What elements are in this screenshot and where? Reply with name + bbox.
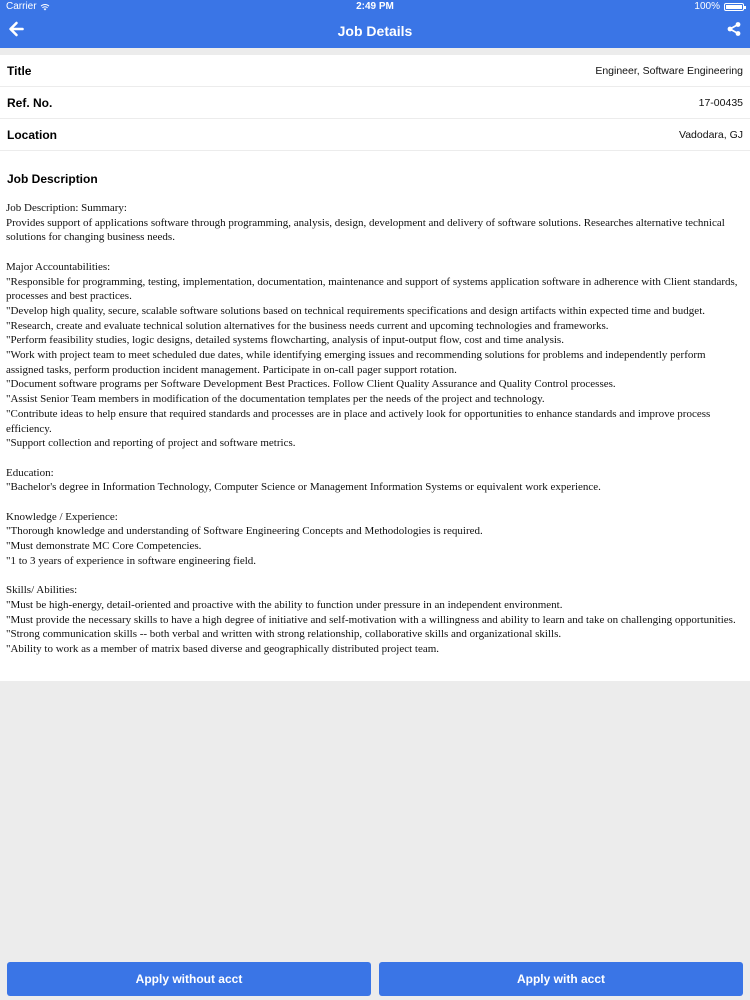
description-line: "Bachelor's degree in Information Technology, Computer Science or Management Information Systems or equivalent work experience. (6, 481, 601, 494)
description-line: "Must demonstrate MC Core Competencies. (6, 540, 202, 553)
description-line: "Responsible for programming, testing, implementation, documentation, maintenance and support of systems application software in adherence with Client standards, processes and best practices. (6, 275, 738, 303)
description-line: "Document software programs per Software Development Best Practices. Follow Client Quality Assurance and Quality Control processes. (6, 378, 616, 391)
job-description-heading: Job Description (7, 172, 98, 186)
detail-value: Vadodara, GJ (678, 129, 743, 141)
header (0, 0, 750, 48)
description-line: "Must provide the necessary skills to have a high degree of initiative and self-motivation with a willingness and ability to learn and take on challenging opportunities. (6, 613, 736, 626)
description-line: "1 to 3 years of experience in software engineering field. (6, 554, 257, 567)
description-line: "Assist Senior Team members in modification of the documentation templates per the needs of the project and technology. (6, 393, 545, 406)
status-time: 2:49 PM (356, 1, 394, 12)
page-title: Job Details (337, 23, 413, 39)
apply-without-account-button[interactable]: Apply without acct (7, 962, 371, 996)
paragraph-gap (6, 495, 741, 510)
description-line: Job Description: Summary: (6, 202, 127, 214)
paragraph-gap (6, 451, 741, 466)
description-line: "Must be high-energy, detail-oriented and proactive with the ability to function under pressure in an independent environment. (6, 598, 563, 611)
apply-with-account-button[interactable]: Apply with acct (379, 962, 743, 996)
carrier-label: Carrier (6, 1, 37, 12)
description-line: Provides support of applications software through programming, analysis, design, development and delivery of software solutions. Researches alternative technical solutions for changing business needs. (6, 216, 725, 244)
job-details-card (0, 55, 750, 681)
description-line: Skills/ Abilities: (6, 584, 78, 597)
status-bar (0, 0, 750, 14)
bottom-action-bar (0, 962, 750, 998)
detail-row-title (0, 55, 750, 87)
description-line: "Ability to work as a member of matrix based diverse and geographically distributed project team. (6, 643, 440, 656)
battery-percent: 100% (694, 1, 720, 12)
description-line: "Support collection and reporting of project and software metrics. (6, 437, 296, 450)
description-line: Knowledge / Experience: (6, 510, 118, 523)
detail-label: Title (7, 64, 32, 78)
paragraph-gap (6, 245, 741, 260)
detail-row-ref-no (0, 87, 750, 119)
detail-row-location (0, 119, 750, 151)
description-line: Major Accountabilities: (6, 260, 111, 273)
nav-bar (0, 14, 750, 48)
paragraph-gap (6, 569, 741, 584)
description-line: "Contribute ideas to help ensure that required standards and processes are in place and actively look for opportunities to enhance standards and improve process efficiency. (6, 407, 711, 435)
share-icon (726, 21, 742, 42)
description-line: "Perform feasibility studies, logic designs, detailed systems flowcharting, analysis of input-output flow, cost and time analysis. (6, 334, 564, 347)
job-description-body (6, 201, 741, 657)
detail-label: Location (7, 128, 57, 142)
detail-value: Engineer, Software Engineering (595, 65, 743, 77)
description-line: "Work with project team to meet scheduled due dates, while identifying emerging issues and recommending solutions for problems and independently perform assigned tasks, perform production incident management. Participate in on-call pager support rotation. (6, 349, 706, 376)
status-battery (694, 0, 744, 14)
detail-label: Ref. No. (7, 96, 53, 110)
description-line: "Strong communication skills -- both verbal and written with strong relationship, collaborative skills and organizational skills. (6, 628, 562, 641)
description-line: "Thorough knowledge and understanding of Software Engineering Concepts and Methodologies is required. (6, 525, 483, 538)
description-line: "Develop high quality, secure, scalable software solutions based on technical requirements specifications and design artifacts within expected time and budget. "Research, create and evaluate technical solution alternatives for the business needs current and upcoming technologies and frameworks. (6, 304, 705, 332)
share-button[interactable] (722, 19, 746, 43)
battery-icon (724, 3, 744, 11)
description-line: Education: (6, 466, 54, 479)
detail-value: 17-00435 (698, 97, 743, 109)
